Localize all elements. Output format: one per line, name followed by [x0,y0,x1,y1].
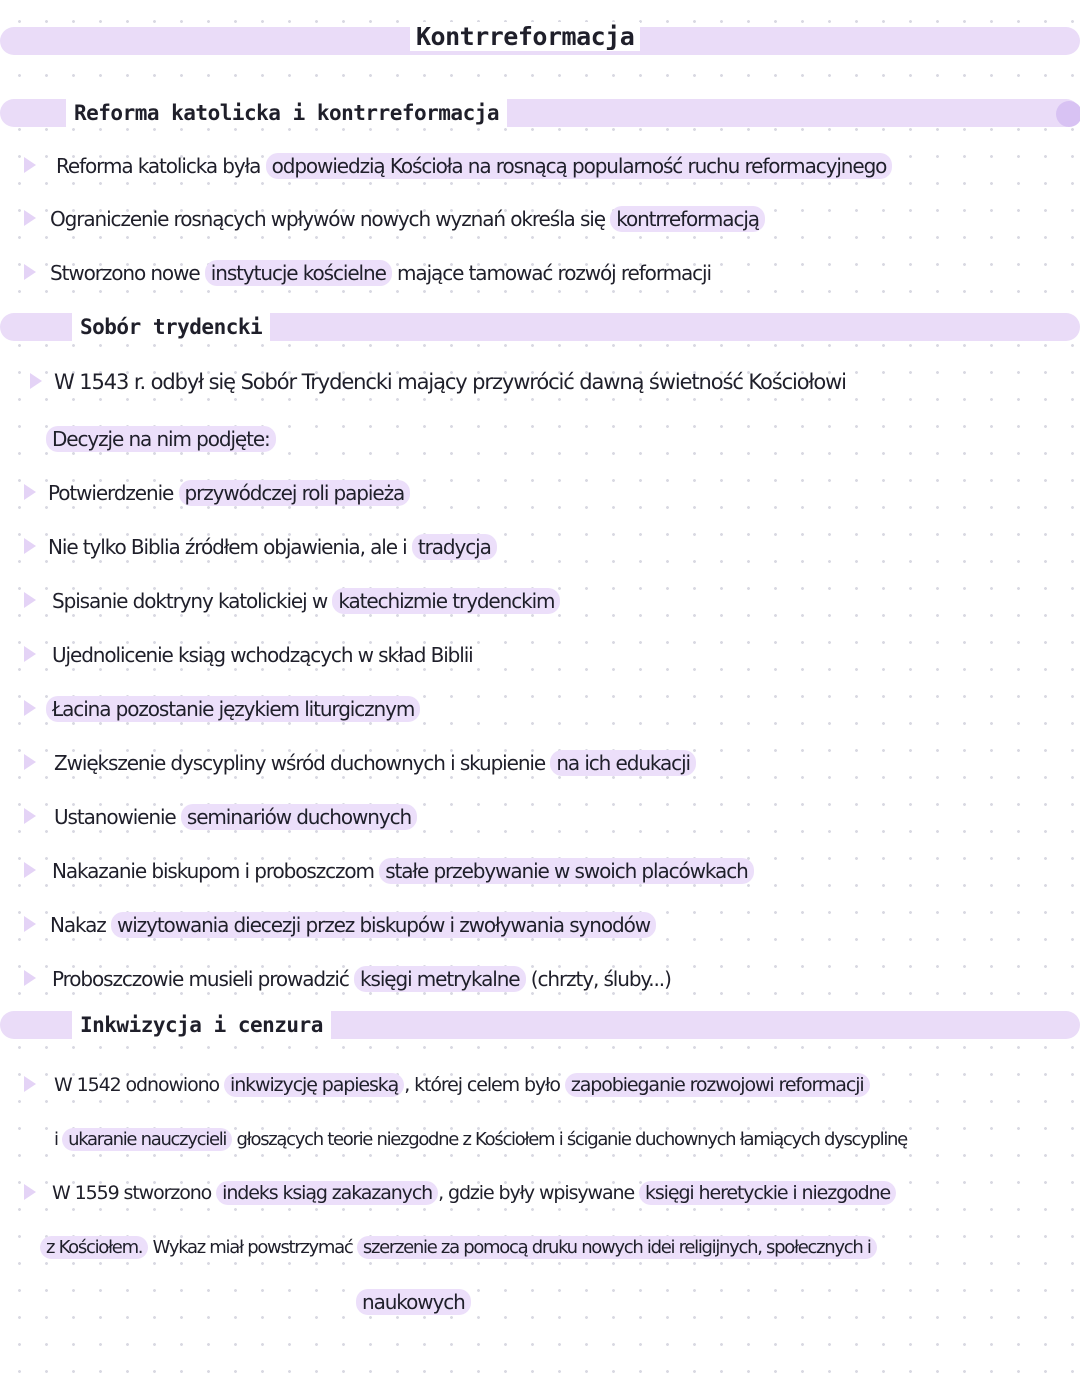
list-item [52,640,473,670]
bullet-arrow-icon [24,700,36,716]
bullet-arrow-icon [24,1076,36,1092]
item-text: (chrzty, śluby...) [525,967,671,991]
highlight: seminariów duchownych [181,804,417,830]
item-text: Stworzono nowe [50,261,205,285]
paragraph-line [356,1287,471,1317]
bullet-arrow-icon [24,646,36,662]
highlight: tradycja [412,534,497,560]
section-heading-inkwizycja: Inkwizycja i cenzura [72,1011,331,1039]
list-item [50,910,656,940]
item-text: Nakaz [50,913,111,937]
section-heading-sobor: Sobór trydencki [72,313,270,341]
highlight: stałe przebywanie w swoich placówkach [379,858,754,884]
bullet-arrow-icon [24,862,36,878]
list-item [50,258,711,288]
item-text: mające tamować rozwój reformacji [391,261,711,285]
item-text: , gdzie były wpisywane [438,1182,639,1204]
paragraph-line [54,1070,870,1100]
highlight: indeks ksiąg zakazanych [216,1181,438,1205]
list-item [48,478,410,508]
item-text: W 1559 stworzono [52,1182,217,1204]
item-text: Spisanie doktryny katolickiej w [52,589,333,613]
decisions-label [46,424,276,454]
item-text: , której celem było [404,1074,565,1096]
list-item [56,151,892,181]
list-item [48,532,497,562]
item-text: Nakazanie biskupom i proboszczom [52,859,380,883]
item-text: Reforma katolicka była [56,154,266,178]
list-item [52,856,754,886]
list-item [54,748,696,778]
item-text: Zwiększenie dyscypliny wśród duchownych i skupienie [54,751,551,775]
item-text: Ujednolicenie ksiąg wchodzących w skład Biblii [52,643,473,667]
bullet-arrow-icon [24,157,36,173]
paragraph-line [54,1125,907,1155]
item-text: Wykaz miał powstrzymać [148,1237,357,1258]
bullet-arrow-icon [24,592,36,608]
bullet-arrow-icon [24,264,36,280]
intro-line: W 1543 r. odbył się Sobór Trydencki mający przywrócić dawną świetność Kościołowi [54,370,846,394]
list-item [54,802,417,832]
page-title: Kontrreformacja [410,22,640,51]
highlight: Decyzje na nim podjęte: [46,426,276,452]
highlight: z Kościołem. [40,1236,148,1259]
list-item [52,586,560,616]
item-text: W 1542 odnowiono [54,1074,225,1096]
highlight: instytucje kościelne [205,260,392,286]
paragraph-line [52,1178,896,1208]
highlight: naukowych [356,1289,471,1315]
band-end-dot [1056,101,1080,127]
highlight: Łacina pozostanie językiem liturgicznym [46,696,420,722]
highlight: wizytowania diecezji przez biskupów i zwoływania synodów [111,912,656,938]
list-item [50,204,765,234]
list-item [52,964,671,994]
item-text: Potwierdzenie [48,481,179,505]
bullet-arrow-icon [24,210,36,226]
highlight: ukaranie nauczycieli [62,1128,232,1151]
paragraph-line [40,1233,877,1263]
list-item [46,694,420,724]
bullet-arrow-icon [30,373,42,389]
item-text: Nie tylko Biblia źródłem objawienia, ale i [48,535,412,559]
highlight: księgi metrykalne [354,966,525,992]
bullet-arrow-icon [24,538,36,554]
highlight: kontrreformacją [610,206,765,232]
item-text: Proboszczowie musieli prowadzić [52,967,355,991]
highlight: katechizmie trydenckim [332,588,560,614]
bullet-arrow-icon [24,754,36,770]
highlight: na ich edukacji [550,750,696,776]
highlight: przywódczej roli papieża [179,480,411,506]
highlight: szerzenie za pomocą druku nowych idei religijnych, społecznych i [357,1236,877,1259]
bullet-arrow-icon [24,808,36,824]
bullet-arrow-icon [24,484,36,500]
bullet-arrow-icon [24,970,36,986]
bullet-arrow-icon [24,916,36,932]
highlight: odpowiedzią Kościoła na rosnącą popularność ruchu reformacyjnego [266,153,893,179]
highlight: zapobieganie rozwojowi reformacji [565,1073,870,1097]
bullet-arrow-icon [24,1184,36,1200]
highlight: księgi heretyckie i niezgodne [639,1181,896,1205]
item-text: Ustanowienie [54,805,181,829]
item-text: Ograniczenie rosnących wpływów nowych wyznań określa się [50,207,611,231]
item-text: i [54,1129,63,1150]
highlight: inkwizycję papieską [224,1073,404,1097]
section-heading-reforma: Reforma katolicka i kontrreformacja [66,99,507,127]
item-text: głoszących teorie niezgodne z Kościołem i ściganie duchownych łamiących dyscyplinę [232,1129,907,1150]
